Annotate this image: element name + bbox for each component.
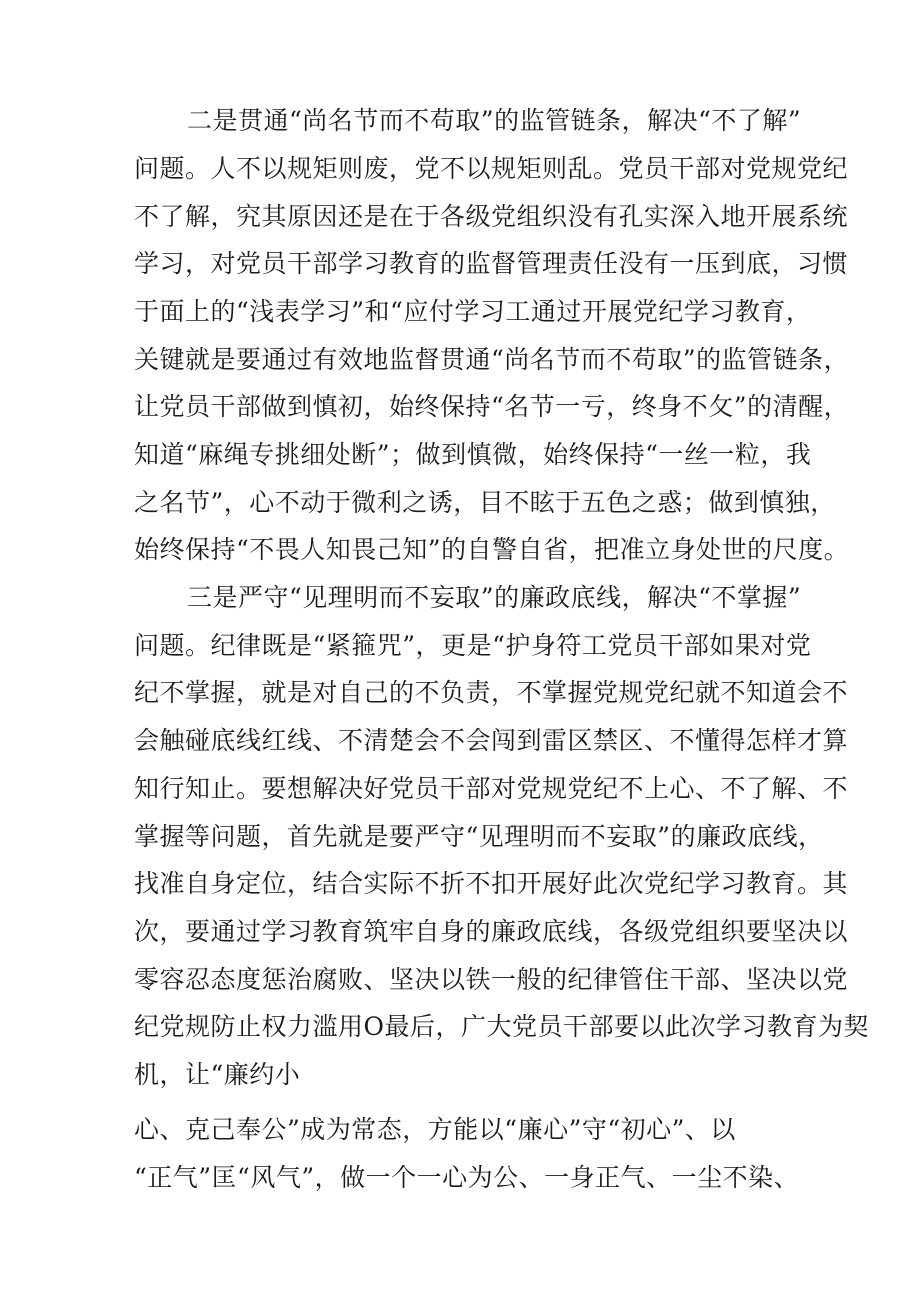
text-line: 会触碰底线红线、不清楚会不会闯到雷区禁区、不懂得怎样才算: [134, 726, 849, 755]
text-line: 掌握等问题，首先就是要严守“见理明而不妄取”的廉政底线，: [134, 822, 824, 851]
text-line: 知行知止。要想解决好党员干部对党规党纪不上心、不了解、不: [134, 774, 849, 803]
text-line: 二是贯通“尚名节而不苟取”的监管链条，解决“不了解”: [187, 106, 802, 135]
text-line: 纪党规防止权力滥用O最后，广大党员干部要以此次学习教育为契: [134, 1012, 869, 1041]
text-line: 学习，对党员干部学习教育的监督管理责任没有一压到底，习惯: [134, 249, 849, 278]
text-line: 零容忍态度惩治腐败、坚决以铁一般的纪律管住干部、坚决以党: [134, 965, 849, 994]
text-line: 让党员干部做到慎初，始终保持“名节一亏，终身不攵”的清醒，: [134, 392, 850, 421]
text-line: 关键就是要通过有效地监督贯通“尚名节而不苟取”的监管链条，: [134, 345, 850, 374]
text-line: 之名节”，心不动于微利之诱，目不眩于五色之惑；做到慎独，: [134, 488, 836, 517]
text-line: 于面上的“浅表学习”和“应付学习工通过开展党纪学习教育，: [134, 297, 812, 326]
text-line: 心、克己奉公”成为常态，方能以“廉心”守“初心”、以: [134, 1115, 736, 1144]
text-line: “正气”匡“风气”，做一个一心为公、一身正气、一尘不染、: [134, 1163, 800, 1192]
text-line: 知道“麻绳专挑细处断”；做到慎微，始终保持“一丝一粒，我: [134, 440, 812, 469]
text-line: 找准自身定位，结合实际不折不扣开展好此次党纪学习教育。其: [134, 869, 849, 898]
text-line: 纪不掌握，就是对自己的不负责，不掌握党规党纪就不知道会不: [134, 678, 849, 707]
text-line: 问题。人不以规矩则废，党不以规矩则乱。党员干部对党规党纪: [134, 154, 849, 183]
text-line: 问题。纪律既是“紧箍咒”，更是“护身符工党员干部如果对党: [134, 631, 812, 660]
text-line: 始终保持“不畏人知畏己知”的自警自省，把准立身处世的尺度。: [134, 535, 850, 564]
text-line: 三是严守“见理明而不妄取”的廉政底线，解决“不掌握”: [187, 583, 802, 612]
text-line: 不了解，究其原因还是在于各级党组织没有孔实深入地开展系统: [134, 202, 849, 231]
text-line: 次，要通过学习教育筑牢自身的廉政底线，各级党组织要坚决以: [134, 917, 849, 946]
text-line: 机，让“廉约小: [134, 1060, 301, 1089]
